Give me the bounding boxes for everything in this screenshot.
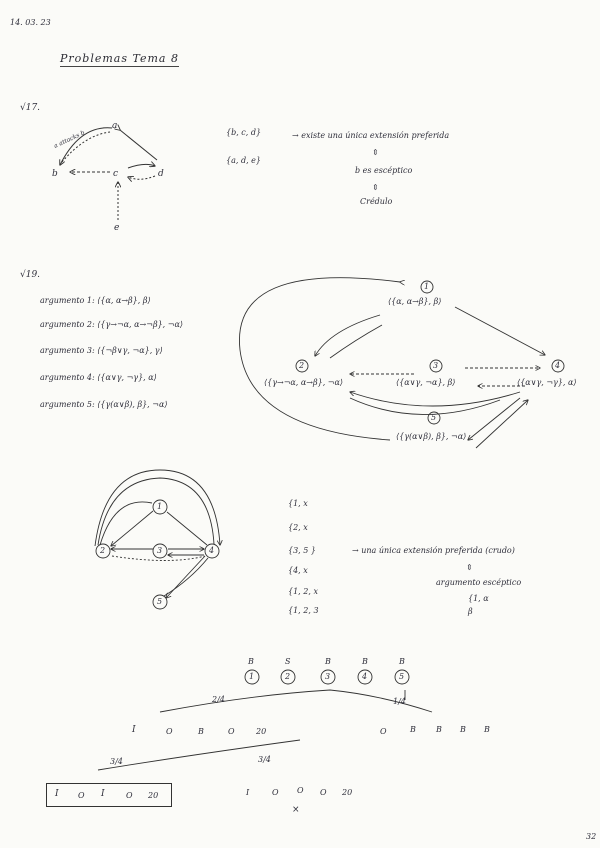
branch-left-label: 2/4 bbox=[212, 695, 225, 704]
top-circle-2: 2 bbox=[285, 672, 291, 681]
small-node-5-id: 5 bbox=[157, 597, 163, 606]
edge-d-a bbox=[120, 130, 157, 160]
p19-result-arrow: ⇕ bbox=[466, 563, 473, 572]
s-edge-1-4 bbox=[167, 512, 207, 545]
p19-result-3: {1, α bbox=[468, 594, 489, 603]
row-left-3: B bbox=[198, 727, 204, 736]
graph-node-1-formula: ⟨{α, α→β}, β⟩ bbox=[388, 297, 442, 306]
problem-19-small-graph bbox=[95, 470, 220, 609]
argument-5: argumento 5: ⟨{γ(α∨β), β}, ¬α⟩ bbox=[40, 400, 168, 409]
argument-1: argumento 1: ⟨{α, α→β}, β⟩ bbox=[40, 296, 151, 305]
result-line-3: Crédulo bbox=[360, 197, 393, 206]
graph-node-3-id: 3 bbox=[433, 361, 439, 370]
edge-5-1 bbox=[239, 278, 400, 440]
argument-2: argumento 2: ⟨{γ→¬α, α→¬β}, ¬α⟩ bbox=[40, 320, 183, 329]
set-4: {4, x bbox=[288, 566, 308, 575]
edge-4-5 bbox=[468, 398, 520, 440]
bottom-4: O bbox=[320, 788, 327, 797]
row-left-1: I bbox=[132, 725, 136, 735]
small-node-4-id: 4 bbox=[209, 546, 215, 555]
edge-5-4 bbox=[476, 400, 528, 448]
node-e: e bbox=[114, 223, 120, 233]
boxed-1: I bbox=[55, 789, 59, 799]
boxed-4: O bbox=[126, 791, 133, 800]
row-left-4: O bbox=[228, 727, 235, 736]
edge-1-2 bbox=[315, 315, 380, 356]
boxed-3: I bbox=[101, 789, 105, 799]
edge-4-2 bbox=[350, 392, 520, 406]
date: 14. 03. 23 bbox=[10, 18, 51, 27]
bottom-mark: × bbox=[292, 805, 300, 815]
graph-node-5-formula: ⟨{γ(α∨β), β}, ¬α⟩ bbox=[396, 432, 467, 441]
top-label-1: B bbox=[248, 657, 254, 666]
edge-1-4 bbox=[455, 307, 545, 355]
top-label-4: B bbox=[362, 657, 368, 666]
s-edge-4-2 bbox=[98, 478, 214, 545]
bottom-1: I bbox=[246, 788, 250, 797]
edge-a-b bbox=[60, 128, 112, 165]
top-label-5: B bbox=[399, 657, 405, 666]
result-line-2: b es escéptico bbox=[355, 166, 413, 175]
p19-result-4: β bbox=[468, 607, 473, 616]
graph-node-1-id: 1 bbox=[424, 282, 430, 291]
set-1: {1, x bbox=[288, 499, 308, 508]
boxed-5: 20 bbox=[148, 791, 159, 800]
result-arrow-2: ⇕ bbox=[372, 183, 379, 192]
top-label-2: S bbox=[285, 657, 291, 666]
problem-19-label: √19. bbox=[20, 270, 41, 280]
small-node-1-id: 1 bbox=[157, 502, 163, 511]
s-edge-2-1 bbox=[100, 502, 152, 545]
edge-d-c bbox=[128, 176, 155, 179]
row-right-4: B bbox=[460, 725, 466, 734]
small-node-2-id: 2 bbox=[100, 546, 106, 555]
edge-c-d bbox=[128, 164, 155, 168]
branch-right-label: 1/4 bbox=[393, 697, 406, 706]
result-arrow-1: ⇕ bbox=[372, 148, 379, 157]
problem-17-graph bbox=[60, 128, 157, 220]
edge-2-1 bbox=[330, 325, 382, 358]
set-3: {3, 5 } bbox=[288, 546, 316, 555]
s-edge-1-2 bbox=[111, 511, 153, 546]
graph-node-2-id: 2 bbox=[299, 361, 305, 370]
small-node-3-id: 3 bbox=[157, 546, 163, 555]
node-b: b bbox=[52, 169, 58, 179]
node-c: c bbox=[113, 169, 119, 179]
row-left-2: O bbox=[166, 727, 173, 736]
top-label-3: B bbox=[325, 657, 331, 666]
page-number: 32 bbox=[586, 832, 597, 841]
p19-result-1: → una única extensión preferida (crudo) bbox=[352, 546, 515, 555]
branch-lower-right-label: 3/4 bbox=[258, 755, 271, 764]
top-circle-3: 3 bbox=[325, 672, 331, 681]
top-circle-1: 1 bbox=[249, 672, 255, 681]
tree-branch-top bbox=[160, 690, 432, 712]
row-right-5: B bbox=[484, 725, 490, 734]
top-circle-5: 5 bbox=[399, 672, 405, 681]
note-set-2: {a, d, e} bbox=[226, 156, 261, 165]
bottom-5: 20 bbox=[342, 788, 353, 797]
node-a: a bbox=[112, 121, 118, 131]
node-d: d bbox=[158, 169, 164, 179]
problem-17-label: √17. bbox=[20, 103, 41, 113]
set-5: {1, 2, x bbox=[288, 587, 318, 596]
p19-result-2: argumento escéptico bbox=[436, 578, 522, 587]
boxed-2: O bbox=[78, 791, 85, 800]
graph-node-2-formula: ⟨{γ→¬α, α→β}, ¬α⟩ bbox=[264, 378, 344, 387]
page-title: Problemas Tema 8 bbox=[60, 52, 179, 65]
s-edge-4-5 bbox=[166, 556, 205, 598]
graph-node-4-formula: ⟨{α∨γ, ¬γ}, α⟩ bbox=[517, 378, 577, 387]
branch-lower-left-label: 3/4 bbox=[110, 757, 123, 766]
graph-node-3-formula: ⟨{α∨γ, ¬α}, β⟩ bbox=[396, 378, 456, 387]
set-2: {2, x bbox=[288, 523, 308, 532]
note-set-1: {b, c, d} bbox=[226, 128, 262, 137]
graph-node-4-id: 4 bbox=[555, 361, 561, 370]
edge-label: a attacks b bbox=[52, 129, 87, 150]
row-left-5: 20 bbox=[256, 727, 267, 736]
row-right-3: B bbox=[436, 725, 442, 734]
row-right-2: B bbox=[410, 725, 416, 734]
argument-3: argumento 3: ⟨{¬β∨γ, ¬α}, γ⟩ bbox=[40, 346, 163, 355]
bottom-3: O bbox=[297, 786, 304, 795]
set-6: {1, 2, 3 bbox=[288, 606, 319, 615]
bottom-2: O bbox=[272, 788, 279, 797]
argument-4: argumento 4: ⟨{α∨γ, ¬γ}, α⟩ bbox=[40, 373, 157, 382]
graph-node-5-id: 5 bbox=[431, 413, 437, 422]
result-line-1: → existe una única extensión preferida bbox=[292, 131, 450, 140]
row-right-1: O bbox=[380, 727, 387, 736]
top-circle-4: 4 bbox=[362, 672, 368, 681]
